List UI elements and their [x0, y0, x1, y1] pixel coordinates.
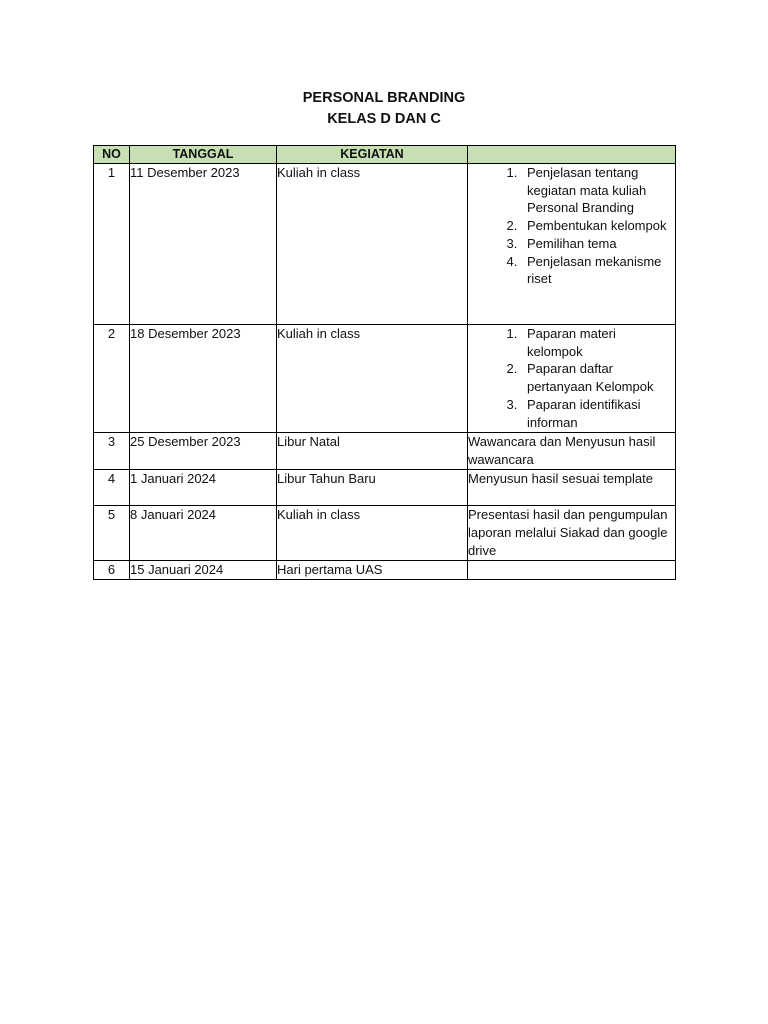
row-activity: Kuliah in class: [277, 325, 468, 433]
table-header-row: [94, 146, 676, 164]
row-activity: Libur Tahun Baru: [277, 470, 468, 506]
row-note: Presentasi hasil dan pengumpulan laporan melalui Siakad dan google drive: [468, 506, 676, 561]
document-subtitle: KELAS D DAN C: [327, 111, 441, 127]
row-details: [468, 325, 676, 433]
row-date: 15 Januari 2024: [130, 561, 277, 580]
list-item: 3. Paparan identifikasi informan: [521, 396, 675, 431]
row-number: 5: [94, 506, 130, 561]
row-date: 8 Januari 2024: [130, 506, 277, 561]
row-activity: Kuliah in class: [277, 164, 468, 325]
row-activity: Kuliah in class: [277, 506, 468, 561]
row-date: 25 Desember 2023: [130, 433, 277, 470]
table-row: [94, 164, 676, 325]
row-number: 1: [94, 164, 130, 325]
document-title: PERSONAL BRANDING: [302, 90, 466, 106]
table-row: [94, 561, 676, 580]
table-row: [94, 470, 676, 506]
row-date: 1 Januari 2024: [130, 470, 277, 506]
row-date: 18 Desember 2023: [130, 325, 277, 433]
header-no: NO: [94, 146, 130, 164]
schedule-table: [93, 145, 676, 580]
row-number: 6: [94, 561, 130, 580]
row-number: 4: [94, 470, 130, 506]
row-activity: Libur Natal: [277, 433, 468, 470]
details-list: [468, 164, 675, 288]
row-date: 11 Desember 2023: [130, 164, 277, 325]
header-tanggal: TANGGAL: [130, 146, 277, 164]
table-row: [94, 506, 676, 561]
list-item: 2. Paparan daftar pertanyaan Kelompok: [521, 360, 675, 395]
list-item: 1. Paparan materi kelompok: [521, 325, 675, 360]
list-item: 3. Pemilihan tema: [521, 235, 675, 253]
table-row: [94, 433, 676, 470]
header-kegiatan: KEGIATAN: [277, 146, 468, 164]
row-activity: Hari pertama UAS: [277, 561, 468, 580]
details-list: [468, 325, 675, 431]
list-item: 4. Penjelasan mekanisme riset: [521, 253, 675, 288]
row-number: 2: [94, 325, 130, 433]
list-item: 2. Pembentukan kelompok: [521, 217, 675, 235]
row-note: Wawancara dan Menyusun hasil wawancara: [468, 433, 676, 470]
row-note: Menyusun hasil sesuai template: [468, 470, 676, 506]
list-item: 1. Penjelasan tentang kegiatan mata kuliah Personal Branding: [521, 164, 675, 217]
row-number: 3: [94, 433, 130, 470]
header-details: [468, 146, 676, 164]
table-row: [94, 325, 676, 433]
row-note: [468, 561, 676, 580]
row-details: [468, 164, 676, 325]
